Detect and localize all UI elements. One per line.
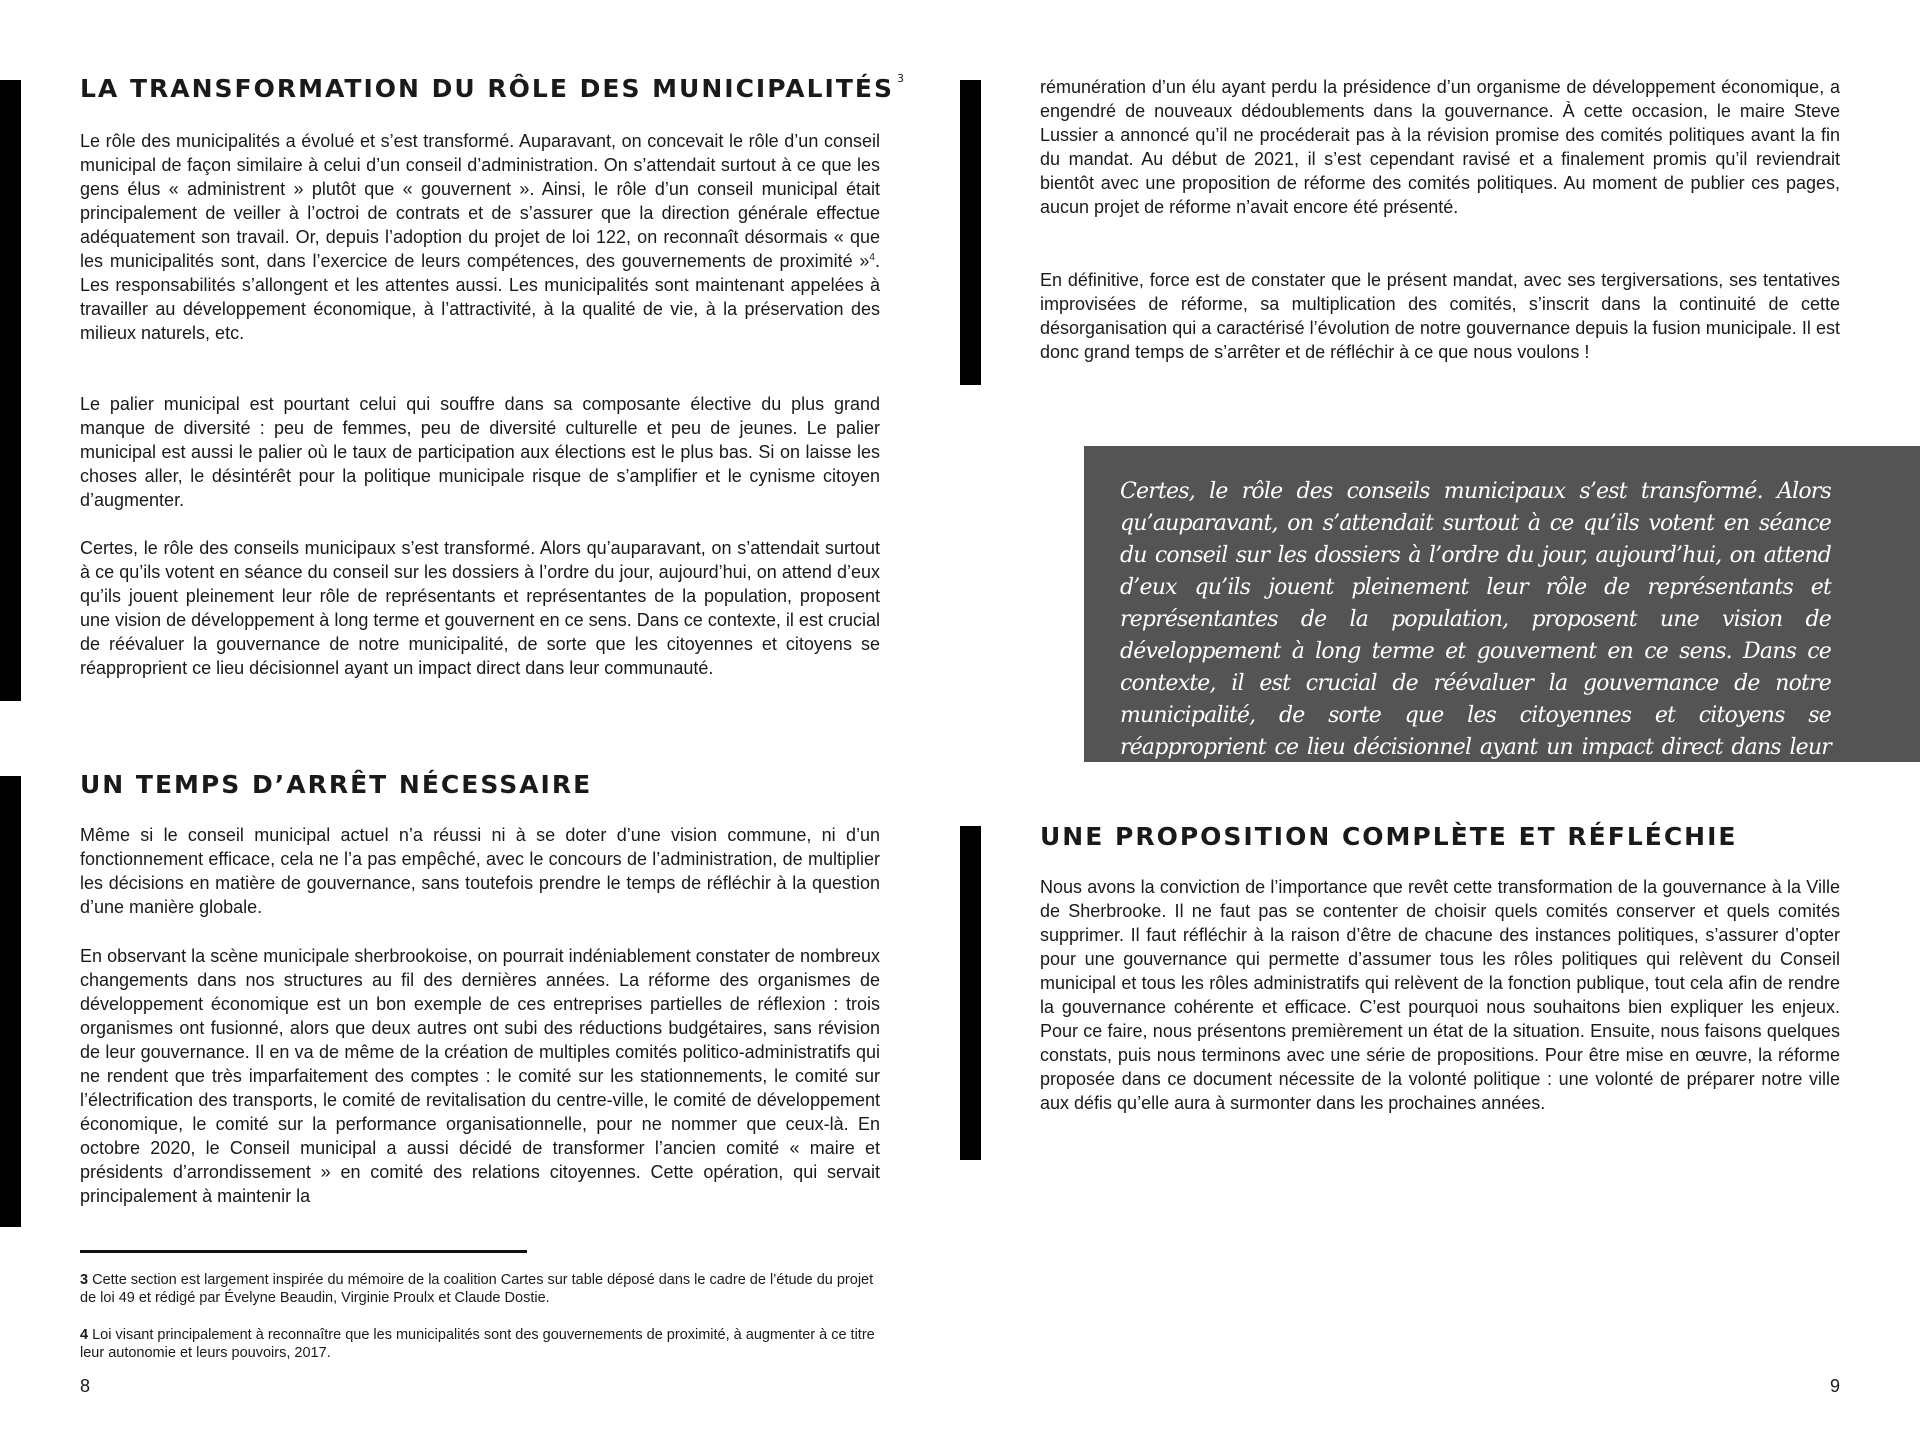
paragraph-text: . Les responsabilités s’allongent et les attentes aussi. Les municipalités sont maintenant appelées à travailler au développement économique, à l’attractivité, à la qualité de vie, à la préservation des milieux naturels, etc.: [80, 251, 880, 343]
section-marker-bar: [960, 80, 981, 385]
section-marker-bar: [0, 80, 21, 701]
page-number-right: 9: [1830, 1376, 1841, 1396]
section-title-temps-arret: UN TEMPS D’ARRÊT NÉCESSAIRE: [80, 770, 593, 799]
paragraph: [80, 129, 880, 345]
footnote-ref[interactable]: 4: [869, 252, 875, 263]
paragraph: Nous avons la conviction de l’importance que revêt cette transformation de la gouvernance à la Ville de Sherbrooke. Il ne faut pas se contenter de choisir quels comités conserver et quels comités supprimer. Il faut réfléchir à la raison d’être de chacune des instances politiques, s’assurer d’opter pour une gouvernance qui permette d’assumer tous les rôles politiques qui relèvent du Conseil municipal et tous les rôles administratifs qui relèvent de la fonction publique, tout cela afin de rendre la gouvernance cohérente et efficace. C’est pourquoi nous souhaitons bien expliquer les enjeux. Pour ce faire, nous présentons premièrement un état de la situation. Ensuite, nous faisons quelques constats, puis nous terminons avec une série de propositions. Pour être mise en œuvre, la réforme proposée dans ce document nécessite de la volonté politique : une volonté de préparer notre ville aux défis qu’elle aura à surmonter dans les prochaines années.: [1040, 877, 1840, 1113]
section-marker-bar: [0, 776, 21, 1227]
paragraph: Même si le conseil municipal actuel n’a réussi ni à se doter d’une vision commune, ni d’un fonctionnement efficace, cela ne l’a pas empêché, avec le concours de l’administration, de multiplier les décisions en matière de gouvernance, sans toutefois prendre le temps de réfléchir à la question d’une manière globale.: [80, 825, 880, 917]
paragraph: rémunération d’un élu ayant perdu la présidence d’un organisme de développement économique, a engendré de nouveaux dédoublements dans la gouvernance. À cette occasion, le maire Steve Lussier a annoncé qu’il ne procéderait pas à la révision promise des comités politiques avant la fin du mandat. Au début de 2021, il s’est cependant ravisé et a finalement promis qu’il reviendrait bientôt avec une proposition de réforme des comités politiques. Au moment de publier ces pages, aucun projet de réforme n’avait encore été présenté.: [1040, 77, 1840, 217]
section-marker-bar: [960, 826, 981, 1160]
pull-quote-box: [1084, 446, 1920, 792]
paragraph-text: Le rôle des municipalités a évolué et s’est transformé. Auparavant, on concevait le rôle d’un conseil municipal de façon similaire à celui d’un conseil d’administration. On s’attendait surtout à ce que les gens élus « administrent » plutôt que « gouvernent ». Ainsi, le rôle d’un conseil municipal était principalement de veiller à l’octroi de contrats et de s’assurer que la direction générale effectue adéquatement son travail. Or, depuis l’adoption du projet de loi 122, on reconnaît désormais « que les municipalités sont, dans l’exercice de leurs compétences, des gouvernements de proximité »: [80, 131, 880, 271]
footnote-number: 4: [80, 1327, 89, 1343]
footnote-4: [80, 1326, 880, 1362]
paragraph: En définitive, force est de constater que le présent mandat, avec ses tergiversations, ses tentatives improvisées de réforme, sa multiplication des comités, s’inscrit dans la continuité de cette désorganisation qui a caractérisé l’évolution de notre gouvernance depuis la fusion municipale. Il est donc grand temps de s’arrêter et de réfléchir à ce que nous voulons !: [1040, 270, 1840, 362]
pull-quote-text: Certes, le rôle des conseils municipaux s’est transformé. Alors qu’auparavant, on s’attendait surtout à ce qu’ils votent en séance du conseil sur les dossiers à l’ordre du jour, aujourd’hui, on attend d’eux qu’ils jouent pleinement leur rôle de représentants et représentantes de la population, proposent une vision de développement à long terme et gouvernent en ce sens. Dans ce contexte, il est crucial de réévaluer la gouvernance de notre municipalité, de sorte que les citoyennes et citoyens se réapproprient ce lieu décisionnel ayant un impact direct dans leur communauté.: [1120, 479, 1831, 792]
footnote-ref[interactable]: 3: [896, 72, 904, 85]
footnote-text: Cette section est largement inspirée du mémoire de la coalition Cartes sur table déposé dans le cadre de l’étude du projet de loi 49 et rédigé par Évelyne Beaudin, Virginie Proulx et Claude Dostie.: [80, 1272, 874, 1306]
footnote-3: [80, 1271, 880, 1307]
footnote-number: 3: [80, 1272, 89, 1288]
page-number-left: 8: [80, 1376, 91, 1396]
section-title-transformation: [80, 74, 904, 103]
section-title-text: LA TRANSFORMATION DU RÔLE DES MUNICIPALITÉS: [80, 74, 894, 103]
section-title-proposition: UNE PROPOSITION COMPLÈTE ET RÉFLÉCHIE: [1040, 822, 1738, 851]
paragraph: Le palier municipal est pourtant celui qui souffre dans sa composante élective du plus grand manque de diversité : peu de femmes, peu de diversité culturelle et peu de jeunes. Le palier municipal est aussi le palier où le taux de participation aux élections est le plus bas. Si on laisse les choses aller, le désintérêt pour la politique municipale risque de s’amplifier et le cynisme citoyen d’augmenter.: [80, 394, 880, 510]
paragraph: En observant la scène municipale sherbrookoise, on pourrait indéniablement constater de nombreux changements dans nos structures au fil des dernières années. La réforme des organismes de développement économique est un bon exemple de ces entreprises partielles de réflexion : trois organismes ont fusionné, alors que deux autres ont subi des réductions budgétaires, sans révision de leur gouvernance. Il en va de même de la création de multiples comités politico-administratifs qui ne rendent que très imparfaitement des comptes : le comité sur les stationnements, le comité sur l’électrification des transports, le comité de revitalisation du centre-ville, le comité de développement économique, le comité sur la performance organisationnelle, pour ne nommer que ceux-là. En octobre 2020, le Conseil municipal a aussi décidé de transformer l’ancien comité « maire et présidents d’arrondissement » en comité des relations citoyennes. Cette opération, qui servait principalement à maintenir la: [80, 946, 880, 1206]
footnote-divider: [80, 1250, 527, 1253]
footnote-text: Loi visant principalement à reconnaître que les municipalités sont des gouvernements de proximité, à augmenter à ce titre leur autonomie et leurs pouvoirs, 2017.: [80, 1327, 875, 1361]
paragraph: Certes, le rôle des conseils municipaux s’est transformé. Alors qu’auparavant, on s’attendait surtout à ce qu’ils votent en séance du conseil sur les dossiers à l’ordre du jour, aujourd’hui, on attend d’eux qu’ils jouent pleinement leur rôle de représentants et représentantes de la population, proposent une vision de développement à long terme et gouvernent en ce sens. Dans ce contexte, il est crucial de réévaluer la gouvernance de notre municipalité, de sorte que les citoyennes et citoyens se réapproprient ce lieu décisionnel ayant un impact direct dans leur communauté.: [80, 538, 880, 678]
